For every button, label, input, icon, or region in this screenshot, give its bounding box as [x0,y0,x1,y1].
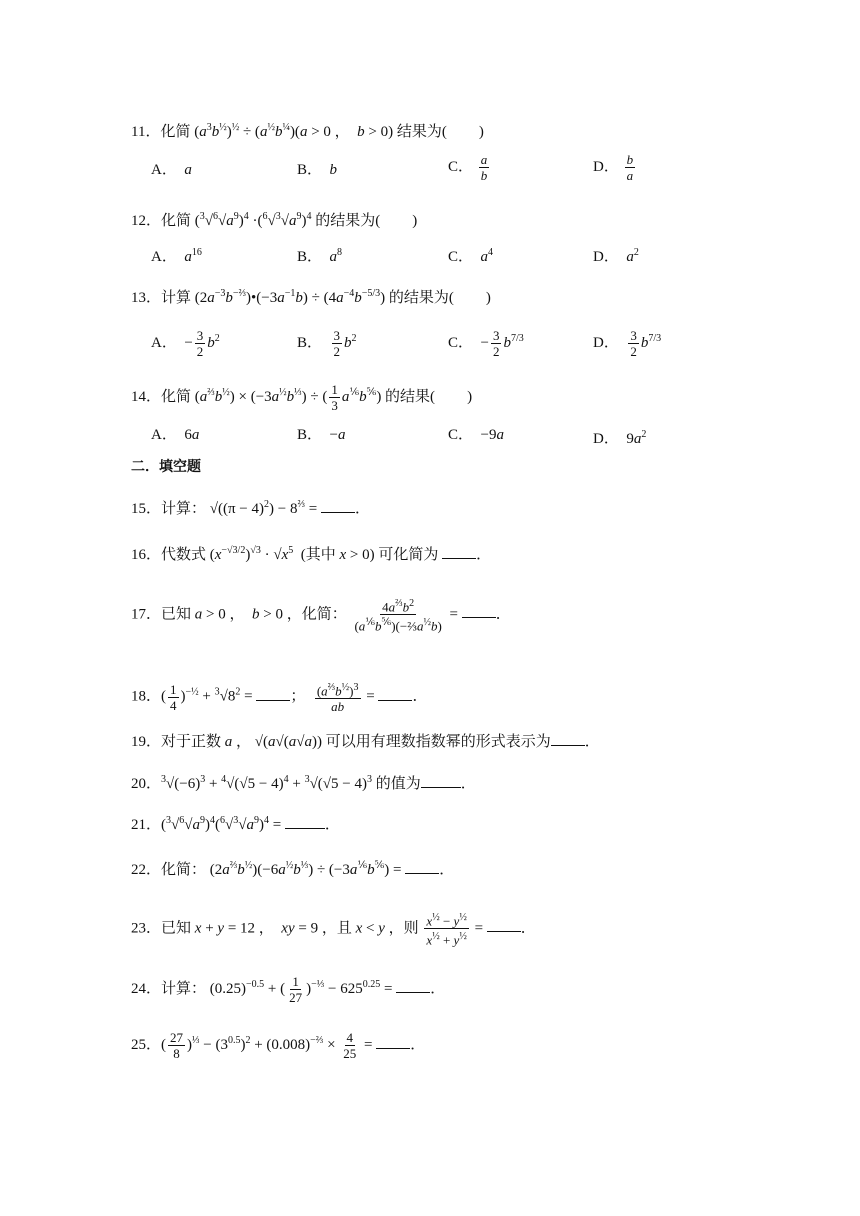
q12-option-c[interactable]: C． $a^4$ [448,247,494,265]
q13-option-d[interactable]: D． $\frac{3}{2}$ $b^{7/3}$ [593,328,662,359]
section-title: 二．填空题 [131,459,201,475]
question-11: 11．化简 $(a^3b^{\frac{1}{2}})^{\frac{1}{2}} \div (a^{\frac{1}{2}}b^{\frac{1}{4}})(a > 0$ ， b > 0) 结果为( ) [131,122,484,140]
q14-option-c[interactable]: C． −9a [448,427,504,443]
question-21: 21．$(^3√^6√a^9)^4(^6√^3√a^9)^4$ = ． [131,815,340,833]
q11-option-d[interactable]: D． $\frac{b}{a}$ [593,152,634,183]
q12-option-d[interactable]: D． $a^2$ [593,247,639,265]
question-24: 24．计算： $(0.25)^{-0.5}$ + ( $\frac{1}{27}$ )$^{-\frac{1}{3}} - 625^{0.25}$ = ． [131,974,446,1005]
question-12: 12．化简 $(^3√^6√a^9)^4 \cdot(^6√^3√a^9)^4$ 的结果为( ) [131,211,418,229]
question-17: 17．已知 a > 0 ， b > 0 ，化简： $\frac{4a^{\frac{2}{3}}b^2}{(a^{\frac{1}{6}}b^{\frac{5}{6}})(-\frac{2}{3}a^{\frac{1}{2}}b)}$ = ． [131,598,511,634]
q13-option-c[interactable]: C． − $\frac{3}{2}$ $b^{7/3}$ [448,328,524,359]
q13-option-b[interactable]: B． $\frac{3}{2}$ $b^2$ [297,328,357,359]
question-13: 13．计算 $(2a^{-3}b^{-\frac{2}{3}})•(-3a^{-1}b) \div (4a^{-4}b^{-5/3})$ 的结果为( ) [131,288,491,306]
question-15: 15．计算： $√((\pi - 4)^2) - 8^{\frac{2}{3}}$ = ． [131,499,370,517]
q11-option-c[interactable]: C． $\frac{a}{b}$ [448,152,488,183]
q13-option-a[interactable]: A． − $\frac{3}{2}$ $b^2$ [151,328,220,359]
question-16: 16．代数式 $(x^{-√3/2})^{√3} \cdot √x^5$ (其中 x > 0) 可化简为 ． [131,545,492,563]
q11-option-b[interactable]: B． b [297,162,338,178]
question-23: 23．已知 x + y = 12 ， xy = 9 ，且 x < y ，则 $\frac{x^{\frac{1}{2}} - y^{\frac{1}{2}}}{x^{\frac{1}{2}} + y^{\frac{1}{2}}}$ = ． [131,912,536,948]
q12-option-a[interactable]: A． $a^{16}$ [151,247,202,265]
q14-option-b[interactable]: B． −a [297,427,346,443]
question-19: 19．对于正数 a ， √(a√(a√a)) 可以用有理数指数幂的形式表示为 ． [131,731,600,752]
q14-option-a[interactable]: A． 6a [151,427,200,443]
question-20: 20．$^3√(-6)^3 + ^4√(√5 - 4)^4 + ^3√(√5 - 4)^3$ 的值为 ． [131,774,476,792]
question-18: 18．( $\frac{1}{4}$ )$^{-\frac{1}{2}} + ^3√8^2$ = ； $\frac{(a^{\frac{2}{3}}b^{\frac{1}{2}})^3}{ab}$ = ． [131,681,428,715]
question-25: 25．( $\frac{27}{8}$ )$^{\frac{1}{3}} - (3^{0.5})^2 + (0.008)^{-\frac{2}{3}}$ × $\frac{4}{25}$ = ． [131,1030,426,1061]
q14-option-d[interactable]: D． $9a^2$ [593,429,647,447]
question-22: 22．化简： $(2a^{\frac{2}{3}}b^{\frac{1}{2}})(-6a^{\frac{1}{2}}b^{\frac{1}{3}}) \div (-3a^{\frac{1}{6}}b^{\frac{5}{6}})$ = ． [131,860,455,878]
question-14: 14．化简 $(a^{\frac{2}{3}}b^{\frac{1}{2}}) \times (-3a^{\frac{1}{2}}b^{\frac{1}{3}})$ ÷ ( $\frac{1}{3}$ $a^{\frac{1}{6}}b^{\frac{5}{6}}$) 的结果( ) [131,382,473,413]
q12-option-b[interactable]: B． $a^8$ [297,247,343,265]
q11-option-a[interactable]: A． a [151,162,192,178]
